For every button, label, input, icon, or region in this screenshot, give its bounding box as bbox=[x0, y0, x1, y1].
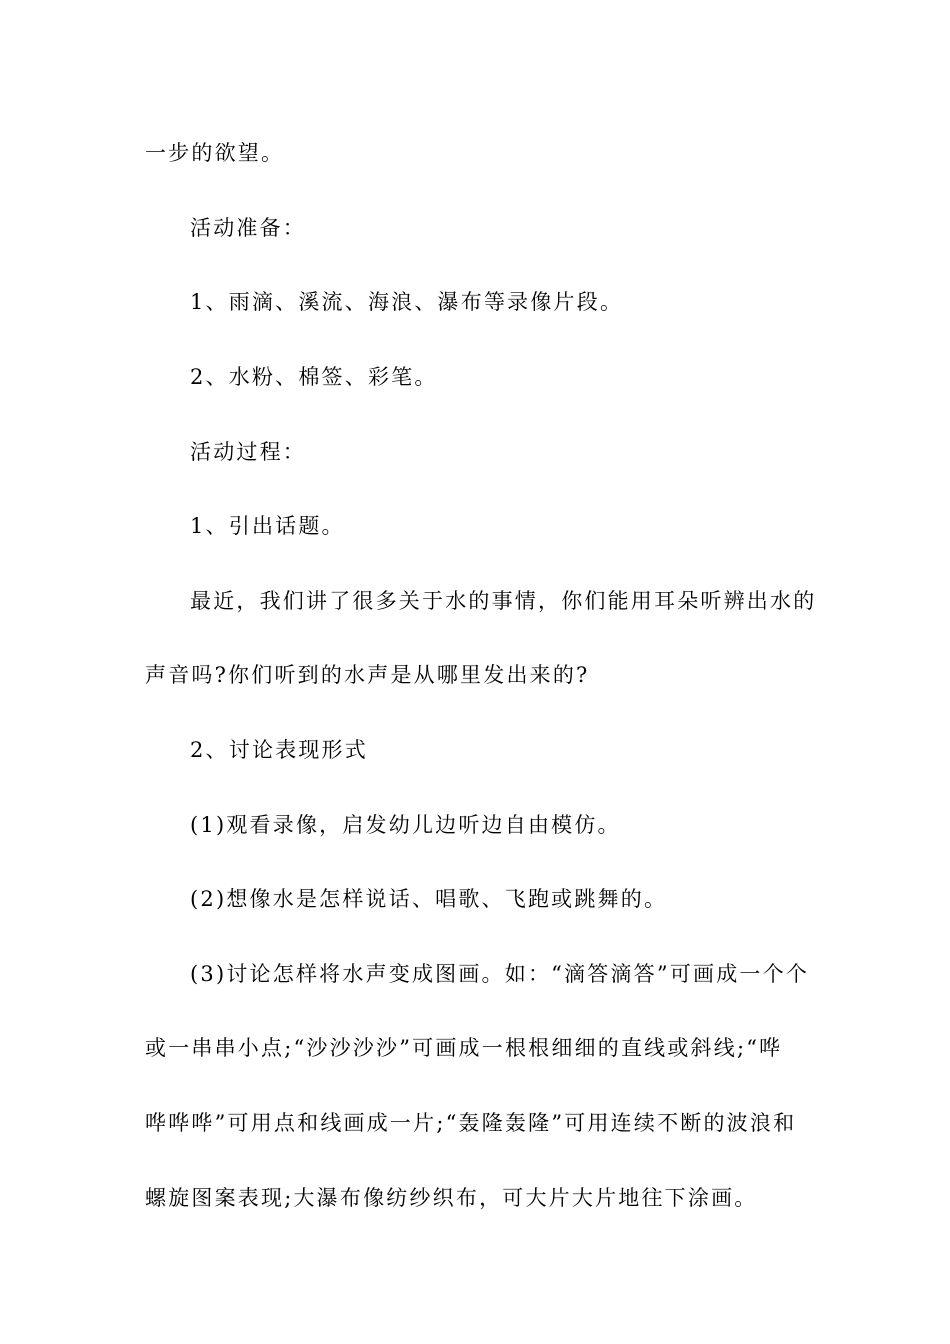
paragraph-line: 哗哗哗”可用点和线画成一片;“轰隆轰隆”可用连续不断的波浪和 bbox=[145, 1111, 797, 1135]
paragraph-line: 声音吗?你们听到的水声是从哪里发出来的? bbox=[145, 663, 590, 687]
step-heading-1: 1、引出话题。 bbox=[190, 514, 345, 538]
sub-step-1: (1)观看录像，启发幼儿边听边自由模仿。 bbox=[190, 813, 621, 837]
list-item-materials-1: 1、雨滴、溪流、海浪、瀑布等录像片段。 bbox=[190, 290, 624, 314]
list-item-materials-2: 2、水粉、棉签、彩笔。 bbox=[190, 365, 438, 389]
paragraph-line: 最近，我们讲了很多关于水的事情，你们能用耳朵听辨出水的 bbox=[190, 589, 817, 613]
paragraph-line: 螺旋图案表现;大瀑布像纺纱织布，可大片大片地往下涂画。 bbox=[145, 1186, 758, 1210]
paragraph-continuation: 一步的欲望。 bbox=[145, 141, 285, 165]
sub-step-2: (2)想像水是怎样说话、唱歌、飞跑或跳舞的。 bbox=[190, 887, 668, 911]
sub-step-3: (3)讨论怎样将水声变成图画。如：“滴答滴答”可画成一个个 bbox=[190, 962, 810, 986]
paragraph-line: 或一串串小点;“沙沙沙沙”可画成一根根细细的直线或斜线;“哗 bbox=[145, 1036, 783, 1060]
section-heading-process: 活动过程： bbox=[190, 440, 306, 464]
section-heading-preparation: 活动准备： bbox=[190, 216, 306, 240]
step-heading-2: 2、讨论表现形式 bbox=[190, 738, 368, 762]
